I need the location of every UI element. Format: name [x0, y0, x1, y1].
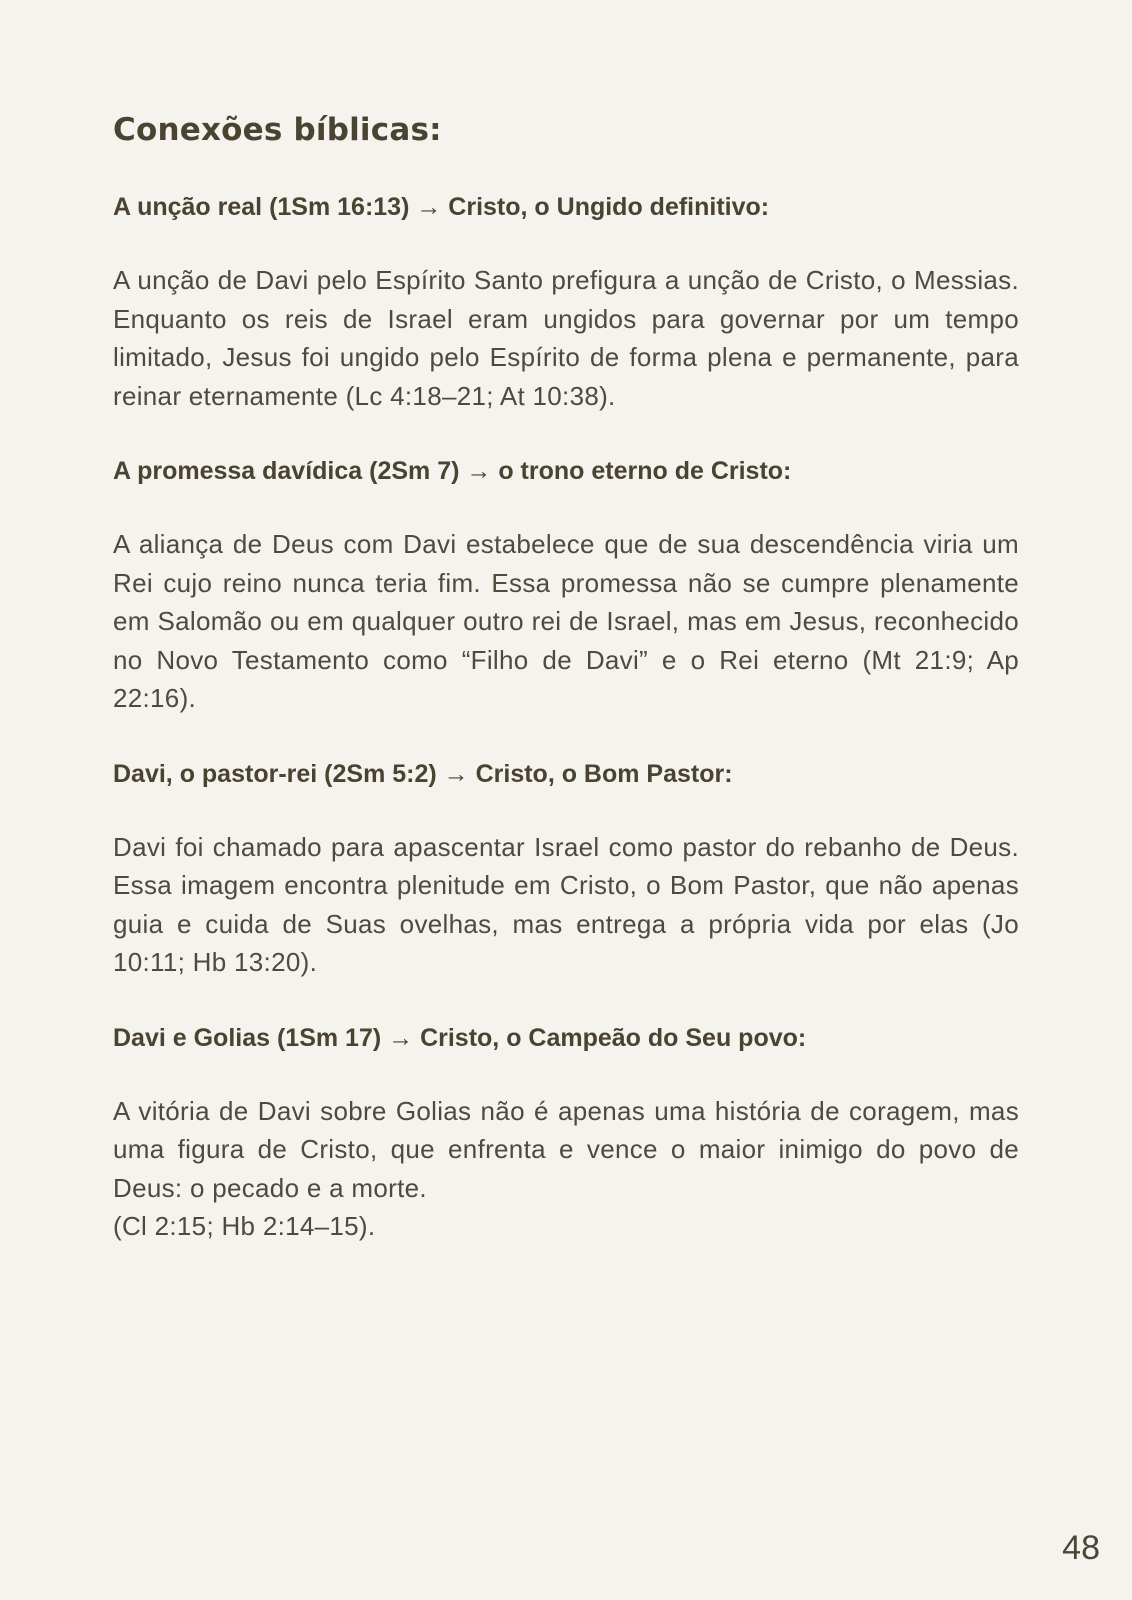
section-heading: Davi, o pastor-rei (2Sm 5:2) → Cristo, o Bom Pastor: [113, 759, 733, 788]
page-title: Conexões bíblicas: [113, 112, 442, 148]
section-davi-golias [113, 1022, 1019, 1246]
section-body-text: A vitória de Davi sobre Golias não é apenas uma história de coragem, mas uma figura de Cristo, que enfrenta e vence o maior inimigo do povo de Deus: o pecado e a morte. [113, 1095, 1019, 1203]
section-heading: A promessa davídica (2Sm 7) → o trono eterno de Cristo: [113, 457, 792, 485]
page-content [113, 112, 1019, 1246]
section-heading: A unção real (1Sm 16:13) → Cristo, o Ungido definitivo: [113, 193, 770, 221]
section-body: A aliança de Deus com Davi estabelece que de sua descendência viria um Rei cujo reino nunca teria fim. Essa promessa não se cumpre plenamente em Salomão ou em qualquer outro rei de Israel, mas em Jesus, reconhecido no Novo Testamento como “Filho de Davi” e o Rei eterno (Mt 21:9; Ap 22:16). [113, 529, 1019, 713]
section-uncao-real [113, 191, 1019, 415]
section-body-reference: (Cl 2:15; Hb 2:14–15). [113, 1211, 376, 1241]
section-heading: Davi e Golias (1Sm 17) → Cristo, o Campeão do Seu povo: [113, 1023, 807, 1052]
section-promessa-davidica [113, 455, 1019, 718]
section-body [113, 1092, 1019, 1246]
page-number: 48 [1062, 1529, 1100, 1567]
section-body: Davi foi chamado para apascentar Israel como pastor do rebanho de Deus. Essa imagem encontra plenitude em Cristo, o Bom Pastor, que não apenas guia e cuida de Suas ovelhas, mas entrega a própria vida por elas (Jo 10:11; Hb 13:20). [113, 831, 1019, 977]
section-pastor-rei [113, 758, 1019, 982]
section-body: A unção de Davi pelo Espírito Santo prefigura a unção de Cristo, o Messias. Enquanto os reis de Israel eram ungidos para governar por um tempo limitado, Jesus foi ungido pelo Espírito de forma plena e permanente, para reinar eternamente (Lc 4:18–21; At 10:38). [113, 265, 1019, 411]
